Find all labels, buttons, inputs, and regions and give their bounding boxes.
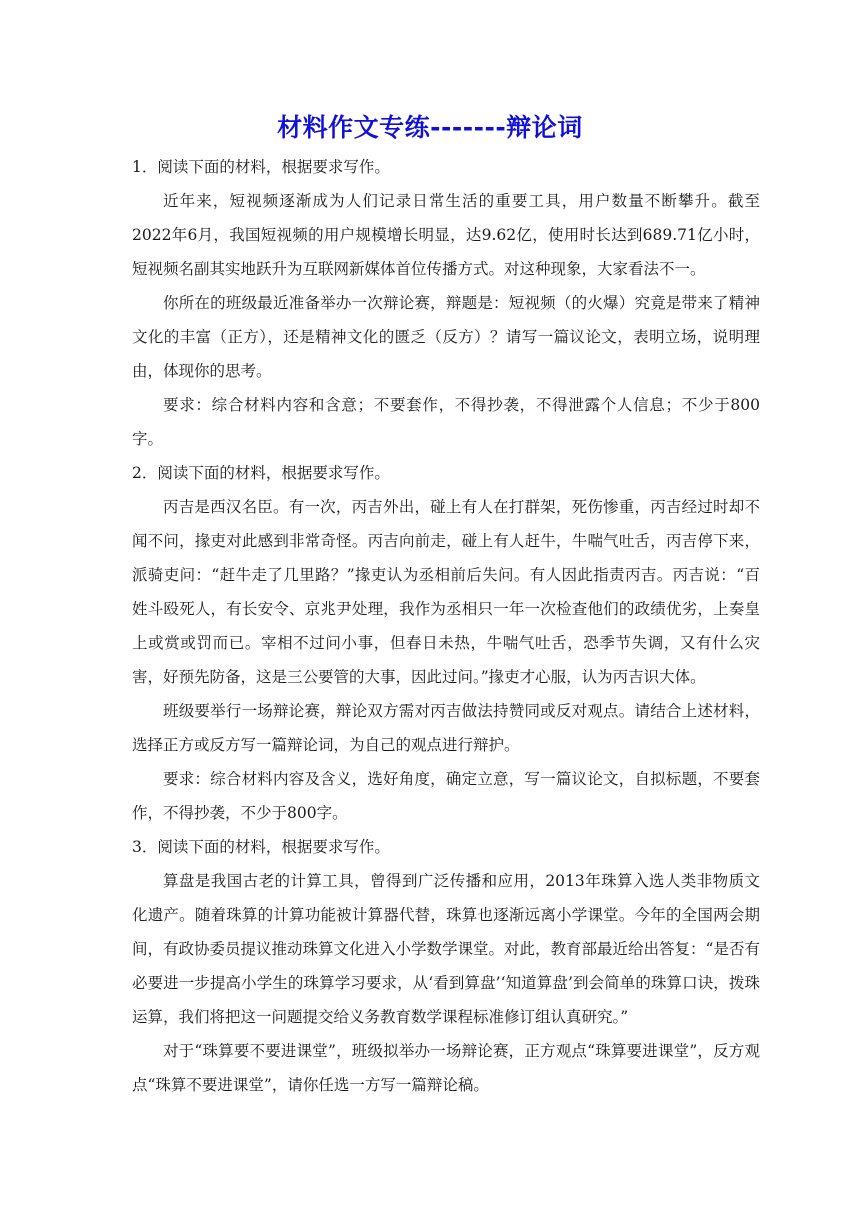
question-2-paragraph: 丙吉是西汉名臣。有一次，丙吉外出，碰上有人在打群架，死伤惨重，丙吉经过时却不闻不问，掾吏对此感到非常奇怪。丙吉向前走，碰上有人赶牛，牛喘气吐舌，丙吉停下来，派骑吏问：“赶牛走了几里路？”掾吏认为丞相前后失问。有人因此指责丙吉。丙吉说：“百姓斗殴死人，有长安令、京兆尹处理，我作为丞相只一年一次检查他们的政绩优劣，上奏皇上或赏或罚而已。宰相不过问小事，但春日未热，牛喘气吐舌，恐季节失调，又有什么灾害，好预先防备，这是三公要管的大事，因此过问。”掾吏才心服，认为丙吉识大体。 — [132, 498, 760, 686]
question-1-heading: 1．阅读下面的材料，根据要求写作。 — [132, 158, 390, 176]
question-1-requirements: 要求：综合材料内容和含意；不要套作，不得抄袭，不得泄露个人信息；不少于800字。 — [132, 396, 760, 448]
question-1-paragraph: 你所在的班级最近准备举办一次辩论赛，辩题是：短视频（的火爆）究竟是带来了精神文化的丰富（正方），还是精神文化的匮乏（反方）？请写一篇议论文，表明立场，说明理由，体现你的思考。 — [132, 294, 760, 380]
question-3-heading: 3．阅读下面的材料，根据要求写作。 — [132, 838, 390, 856]
question-2-requirements: 要求：综合材料内容及含义，选好角度，确定立意，写一篇议论文，自拟标题，不要套作，不得抄袭，不少于800字。 — [132, 770, 760, 822]
question-1-paragraph: 近年来，短视频逐渐成为人们记录日常生活的重要工具，用户数量不断攀升。截至2022年6月，我国短视频的用户规模增长明显，达9.62亿，使用时长达到689.71亿小时，短视频名副其实地跃升为互联网新媒体首位传播方式。对这种现象，大家看法不一。 — [132, 192, 760, 278]
question-3-paragraph: 算盘是我国古老的计算工具，曾得到广泛传播和应用，2013年珠算入选人类非物质文化遗产。随着珠算的计算功能被计算器代替，珠算也逐渐远离小学课堂。今年的全国两会期间，有政协委员提议推动珠算文化进入小学数学课堂。对此，教育部最近给出答复：“是否有必要进一步提高小学生的珠算学习要求，从‘看到算盘’‘知道算盘’到会简单的珠算口诀，拨珠运算，我们将把这一问题提交给义务教育数学课程标准修订组认真研究。” — [132, 872, 760, 1026]
question-2-heading: 2．阅读下面的材料，根据要求写作。 — [132, 464, 390, 482]
question-3-paragraph: 对于“珠算要不要进课堂”，班级拟举办一场辩论赛，正方观点“珠算要进课堂”，反方观点“珠算不要进课堂”，请你任选一方写一篇辩论稿。 — [132, 1042, 760, 1094]
document-title: 材料作文专练-------辩论词 — [277, 113, 583, 142]
document-body — [132, 150, 760, 1102]
question-2-paragraph: 班级要举行一场辩论赛，辩论双方需对丙吉做法持赞同或反对观点。请结合上述材料，选择正方或反方写一篇辩论词，为自己的观点进行辩护。 — [132, 702, 760, 754]
